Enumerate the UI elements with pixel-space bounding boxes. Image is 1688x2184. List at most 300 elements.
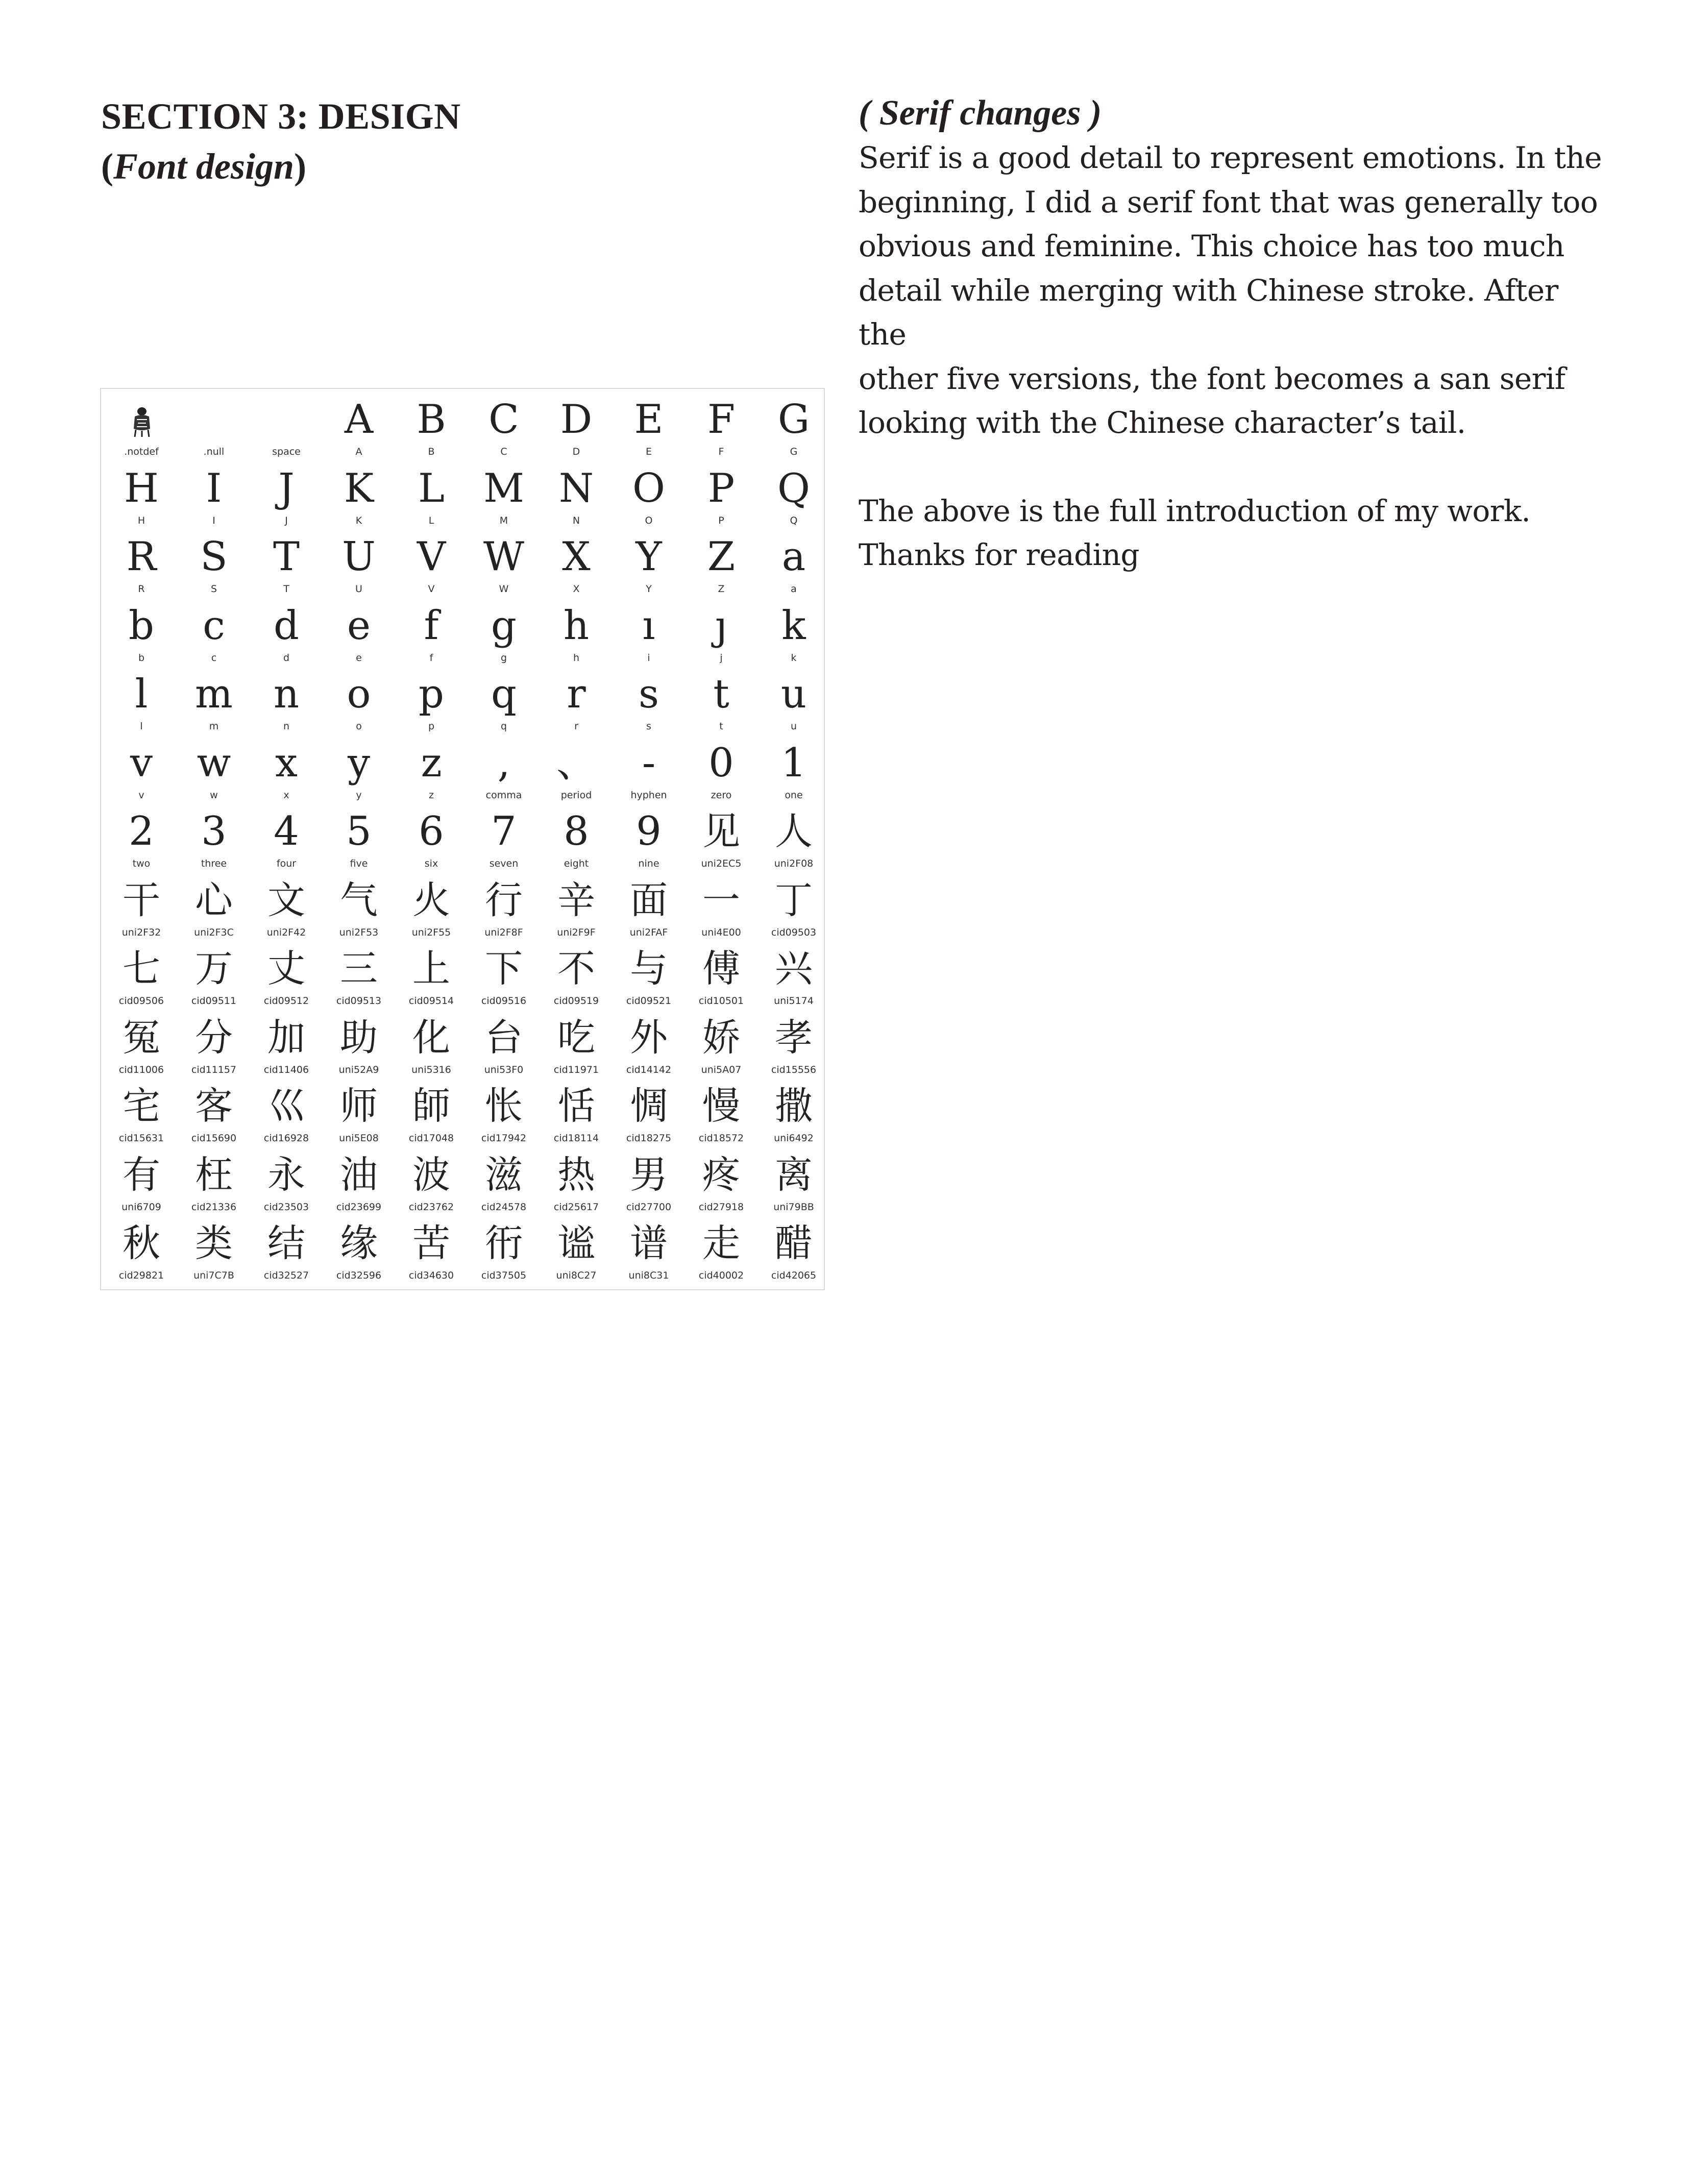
glyph-name: m: [209, 721, 219, 732]
glyph-sample: 气: [340, 878, 378, 922]
glyph-name: cid15556: [771, 1064, 817, 1075]
glyph-name: cid09521: [626, 995, 672, 1007]
glyph-cell: [685, 1217, 757, 1286]
glyph-name: S: [210, 583, 217, 595]
glyph-name: uni2F9F: [557, 926, 596, 938]
glyph-name: .null: [203, 446, 225, 457]
glyph-name: uni2F55: [411, 926, 451, 938]
glyph-name: i: [647, 652, 650, 664]
glyph-sample: 客: [195, 1084, 233, 1128]
glyph-cell: [178, 1148, 250, 1217]
glyph-cell: [250, 805, 323, 874]
glyph-cell: [468, 530, 540, 599]
glyph-cell: [540, 530, 613, 599]
glyph-sample: 万: [195, 947, 233, 991]
glyph-cell: [468, 393, 540, 462]
glyph-sample: 分: [195, 1015, 233, 1060]
glyph-cell: [250, 1011, 323, 1080]
glyph-sample: 宅: [123, 1084, 160, 1128]
glyph-sample: e: [347, 602, 371, 649]
glyph-name: zero: [711, 789, 732, 801]
glyph-name: W: [499, 583, 509, 595]
glyph-cell: [323, 530, 395, 599]
glyph-cell: [250, 599, 323, 668]
glyph-name: four: [276, 858, 297, 869]
glyph-name: cid09513: [336, 995, 382, 1007]
glyph-name: uni8C31: [628, 1270, 669, 1281]
glyph-sample: 七: [123, 947, 160, 991]
glyph-cell: [468, 462, 540, 531]
glyph-cell: [178, 874, 250, 943]
glyph-sample: 醋: [775, 1221, 813, 1265]
glyph-sample: M: [483, 465, 524, 511]
glyph-name: .notdef: [124, 446, 159, 457]
glyph-name: t: [719, 721, 723, 732]
glyph-cell: [685, 599, 757, 668]
glyph-sample: 下: [485, 947, 523, 991]
glyph-name: cid15690: [191, 1133, 237, 1144]
glyph-cell: [613, 737, 685, 805]
glyph-cell: [323, 942, 395, 1011]
glyph-cell: [178, 942, 250, 1011]
body-line: detail while merging with Chinese stroke. After the: [859, 273, 1558, 352]
glyph-sample: l: [135, 671, 148, 717]
glyph-sample: x: [275, 740, 298, 786]
glyph-sample: 2: [129, 808, 154, 854]
glyph-name: T: [283, 583, 289, 595]
glyph-name: Q: [790, 514, 798, 526]
glyph-name: l: [140, 721, 143, 732]
glyph-sample: 枉: [195, 1152, 233, 1197]
glyph-cell: [468, 942, 540, 1011]
glyph-sample: w: [197, 740, 231, 786]
glyph-cell: [757, 1079, 830, 1148]
glyph-sample: 文: [267, 878, 305, 922]
glyph-name: uni8C27: [556, 1270, 597, 1281]
glyph-name: a: [791, 583, 797, 595]
glyph-cell: [757, 668, 830, 737]
subtitle-text: Font design: [113, 146, 295, 187]
glyph-sample: 男: [630, 1152, 668, 1197]
glyph-sample: n: [273, 671, 300, 717]
glyph-name: uni2F32: [121, 926, 161, 938]
body-line: other five versions, the font becomes a san serif: [859, 361, 1565, 396]
glyph-name: cid17048: [408, 1133, 454, 1144]
glyph-cell: [757, 1148, 830, 1217]
glyph-cell: [685, 874, 757, 943]
glyph-name: six: [424, 858, 438, 869]
glyph-sample: B: [417, 397, 446, 443]
glyph-cell: [395, 1011, 468, 1080]
glyph-name: y: [356, 789, 362, 801]
glyph-name: uni5316: [411, 1064, 451, 1075]
glyph-name: uni53F0: [484, 1064, 524, 1075]
glyph-sample: 0: [708, 740, 734, 786]
glyph-cell: [105, 942, 178, 1011]
glyph-sample: T: [273, 534, 300, 580]
glyph-name: e: [356, 652, 362, 664]
glyph-name: space: [272, 446, 301, 457]
glyph-name: n: [283, 721, 290, 732]
glyph-sample: s: [638, 671, 659, 717]
glyph-name: uni4E00: [701, 926, 741, 938]
glyph-name: L: [428, 514, 434, 526]
glyph-name: uni6492: [774, 1133, 814, 1144]
glyph-cell: [540, 942, 613, 1011]
glyph-cell: [685, 393, 757, 462]
glyph-name: cid23699: [336, 1201, 382, 1213]
glyph-sample: ı: [642, 602, 655, 649]
glyph-cell: [613, 1148, 685, 1217]
glyph-name: hyphen: [630, 789, 667, 801]
glyph-sample: A: [344, 397, 374, 443]
glyph-cell: [323, 393, 395, 462]
glyph-name: U: [355, 583, 362, 595]
glyph-cell: [395, 737, 468, 805]
glyph-sample: 、: [556, 740, 596, 786]
glyph-sample: 3: [201, 808, 227, 854]
section-title: SECTION 3: DESIGN: [101, 96, 461, 137]
glyph-cell: [395, 530, 468, 599]
glyph-name: g: [500, 652, 507, 664]
glyph-cell: [178, 393, 250, 462]
glyph-cell: [178, 805, 250, 874]
glyph-name: k: [791, 652, 797, 664]
glyph-sample: 谧: [557, 1221, 595, 1265]
glyph-name: cid34630: [408, 1270, 454, 1281]
glyph-name: b: [138, 652, 145, 664]
glyph-cell: [613, 668, 685, 737]
glyph-sample: 上: [412, 947, 450, 991]
glyph-cell: [757, 599, 830, 668]
glyph-cell: [250, 530, 323, 599]
glyph-cell: [540, 1148, 613, 1217]
glyph-sample: 面: [630, 878, 668, 922]
serif-changes-heading: ( Serif changes ): [859, 93, 1102, 133]
glyph-cell: [685, 668, 757, 737]
glyph-cell: [757, 805, 830, 874]
glyph-cell: [540, 874, 613, 943]
glyph-name: cid23503: [263, 1201, 309, 1213]
glyph-name: h: [573, 652, 580, 664]
glyph-sample: g: [491, 602, 517, 649]
glyph-cell: [468, 1148, 540, 1217]
glyph-cell: [105, 1217, 178, 1286]
glyph-sample: 外: [630, 1015, 668, 1060]
glyph-cell: [540, 462, 613, 531]
glyph-cell: [395, 1148, 468, 1217]
glyph-sample: 辛: [557, 878, 595, 922]
glyph-sample: 缘: [340, 1221, 378, 1265]
glyph-name: cid09511: [191, 995, 237, 1007]
glyph-sample: V: [417, 534, 446, 580]
notdef-icon: [132, 406, 152, 438]
glyph-name: uni5174: [774, 995, 814, 1007]
glyph-cell: [250, 668, 323, 737]
glyph-cell: [468, 737, 540, 805]
glyph-name: cid18114: [553, 1133, 599, 1144]
glyph-cell: [540, 599, 613, 668]
glyph-name: eight: [564, 858, 589, 869]
glyph-cell: [613, 530, 685, 599]
glyph-name: x: [283, 789, 289, 801]
glyph-cell: [323, 874, 395, 943]
glyph-name: r: [574, 721, 578, 732]
glyph-cell: [178, 737, 250, 805]
glyph-sample: k: [781, 602, 806, 649]
glyph-sample: 三: [340, 947, 378, 991]
glyph-name: f: [429, 652, 433, 664]
glyph-cell: [178, 599, 250, 668]
glyph-sample: 不: [557, 947, 595, 991]
glyph-sample: 结: [267, 1221, 305, 1265]
glyph-sample: ,: [497, 740, 510, 786]
glyph-cell: [250, 1217, 323, 1286]
glyph-sample: S: [200, 534, 228, 580]
glyph-name: R: [138, 583, 145, 595]
glyph-name: cid32596: [336, 1270, 382, 1281]
glyph-cell: [468, 1217, 540, 1286]
glyph-sample: 有: [123, 1152, 160, 1197]
glyph-name: cid16928: [263, 1133, 309, 1144]
glyph-sample: 滋: [485, 1152, 523, 1197]
section-subtitle: (Font design): [101, 146, 307, 187]
glyph-name: A: [355, 446, 362, 457]
glyph-sample: Y: [635, 534, 662, 580]
glyph-name: cid09506: [118, 995, 164, 1007]
glyph-cell: [323, 737, 395, 805]
glyph-sample: Z: [707, 534, 736, 580]
glyph-sample: 師: [412, 1084, 450, 1128]
glyph-cell: [540, 805, 613, 874]
glyph-name: uni6709: [121, 1201, 161, 1213]
glyph-name: cid24578: [481, 1201, 527, 1213]
glyph-sample: C: [488, 397, 519, 443]
glyph-name: q: [500, 721, 507, 732]
glyph-cell: [468, 599, 540, 668]
glyph-sample: d: [274, 602, 299, 649]
glyph-cell: [395, 599, 468, 668]
glyph-sample: o: [347, 671, 371, 717]
glyph-sample: ȷ: [715, 602, 728, 649]
glyph-sample: r: [567, 671, 586, 717]
glyph-cell: [395, 942, 468, 1011]
glyph-name: cid11971: [553, 1064, 599, 1075]
glyph-sample: v: [130, 740, 153, 786]
glyph-name: X: [573, 583, 580, 595]
glyph-name: z: [429, 789, 434, 801]
glyph-name: comma: [485, 789, 522, 801]
glyph-name: uni52A9: [338, 1064, 379, 1075]
glyph-name: three: [201, 858, 227, 869]
glyph-name: period: [560, 789, 592, 801]
glyph-cell: [540, 668, 613, 737]
glyph-name: H: [137, 514, 145, 526]
glyph-cell: [105, 1011, 178, 1080]
glyph-cell: [105, 1079, 178, 1148]
glyph-cell: [468, 668, 540, 737]
glyph-cell: [613, 1011, 685, 1080]
glyph-sample: X: [562, 534, 591, 580]
glyph-name: V: [428, 583, 435, 595]
glyph-sample: 7: [491, 808, 517, 854]
glyph-cell: [395, 462, 468, 531]
glyph-name: K: [355, 514, 362, 526]
glyph-sample: 傅: [702, 947, 740, 991]
glyph-name: uni2FAF: [629, 926, 668, 938]
glyph-sample: P: [707, 465, 735, 511]
glyph-cell: [105, 805, 178, 874]
glyph-cell: [323, 805, 395, 874]
glyph-cell: [613, 462, 685, 531]
glyph-sample: 4: [274, 808, 299, 854]
glyph-sample: 心: [195, 878, 233, 922]
glyph-name: uni5A07: [701, 1064, 742, 1075]
glyph-sample: 油: [340, 1152, 378, 1197]
glyph-sample: 见: [702, 809, 740, 853]
glyph-cell: [685, 530, 757, 599]
glyph-cell: [250, 393, 323, 462]
glyph-name: cid11006: [118, 1064, 164, 1075]
glyph-name: uni7C7B: [193, 1270, 234, 1281]
glyph-cell: [757, 393, 830, 462]
glyph-table-panel: [100, 388, 825, 1290]
closing-line: The above is the full introduction of my work.: [859, 493, 1531, 528]
closing-line: Thanks for reading: [859, 537, 1139, 572]
glyph-name: u: [790, 721, 797, 732]
glyph-sample: z: [421, 740, 442, 786]
glyph-grid: [105, 393, 830, 1286]
glyph-sample: 类: [195, 1221, 233, 1265]
glyph-name: cid09519: [553, 995, 599, 1007]
glyph-sample: y: [347, 740, 371, 786]
glyph-cell: [757, 1217, 830, 1286]
glyph-cell: [178, 1079, 250, 1148]
glyph-cell: [468, 1011, 540, 1080]
glyph-sample: 火: [412, 878, 450, 922]
glyph-name: cid09512: [263, 995, 309, 1007]
glyph-name: B: [428, 446, 435, 457]
glyph-name: v: [138, 789, 144, 801]
glyph-cell: [323, 1079, 395, 1148]
glyph-cell: [757, 1011, 830, 1080]
glyph-sample: 吃: [557, 1015, 595, 1060]
glyph-cell: [323, 599, 395, 668]
glyph-cell: [395, 805, 468, 874]
glyph-cell: [613, 874, 685, 943]
glyph-sample: K: [344, 465, 374, 511]
glyph-name: cid09503: [771, 926, 817, 938]
glyph-name: one: [785, 789, 803, 801]
glyph-sample: m: [195, 671, 233, 717]
body-line: Serif is a good detail to represent emotions. In the: [859, 140, 1602, 175]
glyph-cell: [323, 668, 395, 737]
glyph-sample: 8: [564, 808, 589, 854]
glyph-cell: [178, 462, 250, 531]
glyph-sample: 与: [630, 947, 668, 991]
glyph-name: cid21336: [191, 1201, 237, 1213]
glyph-sample: 丈: [267, 947, 305, 991]
glyph-cell: [105, 599, 178, 668]
glyph-cell: [613, 805, 685, 874]
glyph-sample: -: [642, 740, 656, 786]
glyph-cell: [323, 1217, 395, 1286]
glyph-name: cid18275: [626, 1133, 672, 1144]
glyph-name: Z: [718, 583, 725, 595]
glyph-sample: 5: [346, 808, 372, 854]
glyph-name: I: [212, 514, 215, 526]
glyph-cell: [178, 530, 250, 599]
glyph-sample: 9: [636, 808, 662, 854]
glyph-sample: J: [278, 465, 295, 511]
glyph-cell: [395, 393, 468, 462]
glyph-sample: f: [424, 602, 439, 649]
glyph-name: cid09516: [481, 995, 527, 1007]
glyph-sample: a: [781, 534, 806, 580]
glyph-sample: 1: [781, 740, 806, 786]
glyph-cell: [105, 1148, 178, 1217]
glyph-name: c: [211, 652, 217, 664]
glyph-name: cid29821: [118, 1270, 164, 1281]
glyph-sample: 疼: [702, 1152, 740, 1197]
glyph-name: J: [285, 514, 288, 526]
glyph-sample: 热: [557, 1152, 595, 1197]
glyph-sample: 走: [702, 1221, 740, 1265]
glyph-sample: 苦: [412, 1221, 450, 1265]
glyph-cell: [685, 1148, 757, 1217]
glyph-sample: b: [129, 602, 154, 649]
description-column: [859, 91, 1604, 577]
glyph-sample: 化: [412, 1015, 450, 1060]
glyph-cell: [540, 1011, 613, 1080]
glyph-sample: 波: [412, 1152, 450, 1197]
glyph-cell: [105, 874, 178, 943]
glyph-sample: t: [713, 671, 729, 717]
glyph-cell: [178, 1217, 250, 1286]
glyph-sample: 冤: [123, 1015, 160, 1060]
glyph-sample: 兴: [775, 947, 813, 991]
body-line: beginning, I did a serif font that was generally too: [859, 184, 1598, 219]
glyph-name: cid37505: [481, 1270, 527, 1281]
glyph-name: cid32527: [263, 1270, 309, 1281]
glyph-cell: [757, 942, 830, 1011]
glyph-sample: 巛: [267, 1084, 305, 1128]
glyph-cell: [178, 1011, 250, 1080]
glyph-cell: [250, 874, 323, 943]
glyph-cell: [685, 942, 757, 1011]
glyph-cell: [250, 1079, 323, 1148]
glyph-sample: 永: [267, 1152, 305, 1197]
glyph-cell: [685, 737, 757, 805]
glyph-sample: E: [634, 397, 664, 443]
glyph-sample: h: [563, 602, 590, 649]
glyph-cell: [540, 1079, 613, 1148]
glyph-sample: 谱: [630, 1221, 668, 1265]
glyph-cell: [250, 1148, 323, 1217]
glyph-sample: U: [342, 534, 376, 580]
glyph-cell: [613, 942, 685, 1011]
glyph-name: cid14142: [626, 1064, 672, 1075]
glyph-name: cid17942: [481, 1133, 527, 1144]
glyph-name: p: [428, 721, 435, 732]
glyph-cell: [685, 1011, 757, 1080]
glyph-cell: [250, 942, 323, 1011]
glyph-cell: [757, 737, 830, 805]
glyph-sample: q: [491, 671, 517, 717]
glyph-name: seven: [489, 858, 519, 869]
glyph-sample: u: [780, 671, 807, 717]
glyph-name: cid27918: [698, 1201, 744, 1213]
